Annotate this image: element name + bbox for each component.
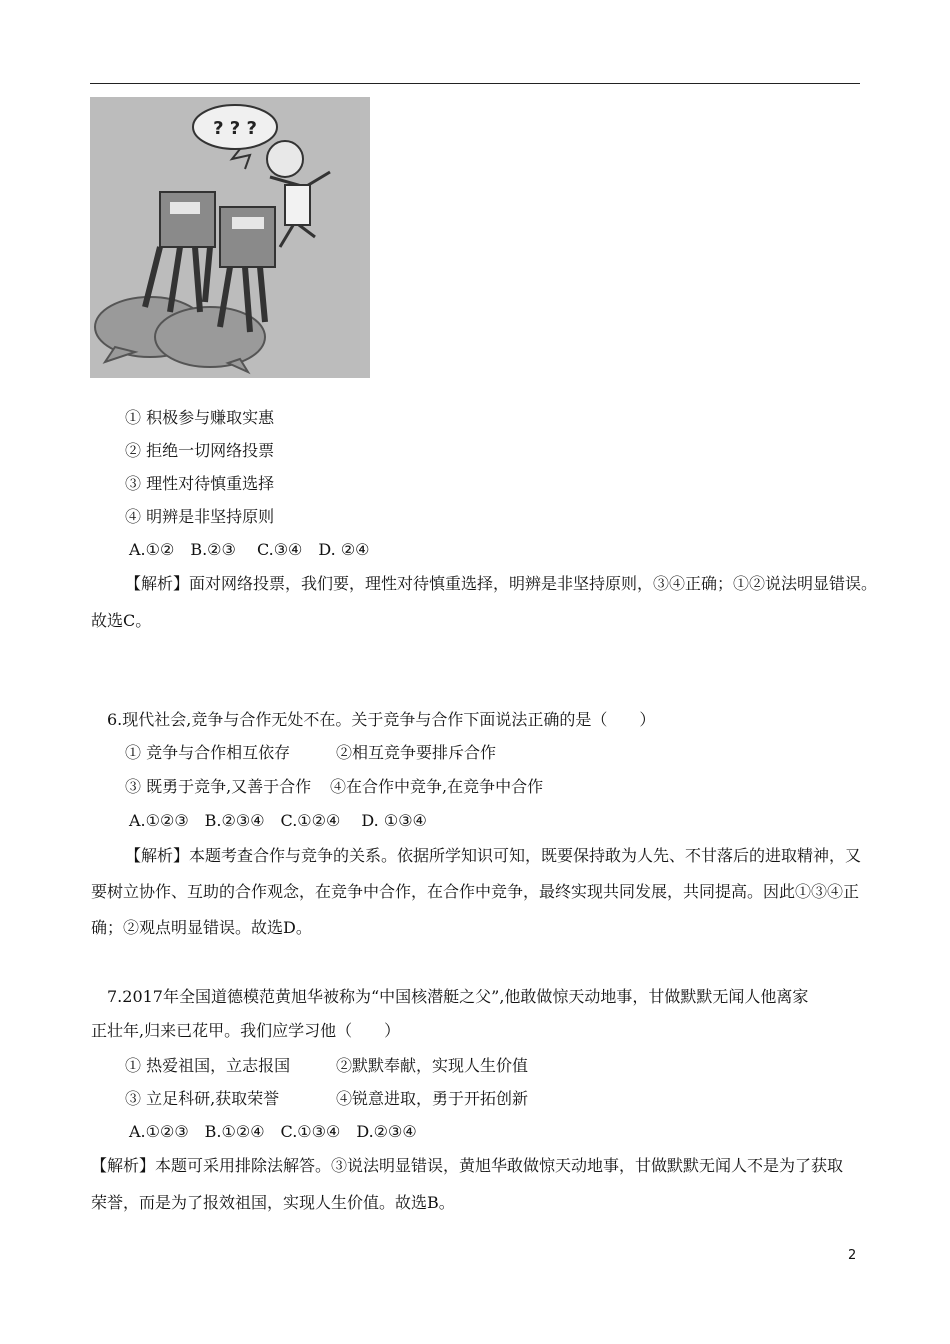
q7-analysis-line-1: 【解析】本题可采用排除法解答。③说法明显错误，黄旭华敢做惊天动地事，甘做默默无闻人不是为了获取 bbox=[91, 1156, 844, 1175]
q7-choices: A.①②③ B.①②④ C.①③④ D.②③④ bbox=[129, 1122, 417, 1141]
q6-choices: A.①②③ B.②③④ C.①②④ D. ①③④ bbox=[129, 811, 427, 830]
q7-analysis-line-2: 荣誉，而是为了报效祖国，实现人生价值。故选B。 bbox=[91, 1193, 455, 1212]
q5-option-1: ① 积极参与赚取实惠 bbox=[125, 408, 275, 427]
header-rule bbox=[90, 83, 860, 84]
q6-option-3: ③ 既勇于竞争,又善于合作 bbox=[125, 777, 312, 796]
q6-option-4: ④在合作中竞争,在竞争中合作 bbox=[330, 777, 544, 796]
q5-option-3: ③ 理性对待慎重选择 bbox=[125, 474, 275, 493]
q5-analysis-line-1: 【解析】面对网络投票，我们要，理性对待慎重选择，明辨是非坚持原则，③④正确；①②说法明显错误。 bbox=[125, 574, 878, 593]
q5-option-4: ④ 明辨是非坚持原则 bbox=[125, 507, 275, 526]
q7-stem-line-1: 7.2017年全国道德模范黄旭华被称为“中国核潜艇之父”,他敢做惊天动地事，甘做默默无闻人他离家 bbox=[107, 987, 809, 1006]
cartoon-illustration bbox=[90, 97, 370, 378]
page-number: 2 bbox=[848, 1248, 857, 1263]
q7-option-4: ④锐意进取，勇于开拓创新 bbox=[336, 1089, 529, 1108]
q6-analysis-line-1: 【解析】本题考查合作与竞争的关系。依据所学知识可知，既要保持敢为人先、不甘落后的进取精神，又 bbox=[125, 846, 862, 865]
q5-analysis-line-2: 故选C。 bbox=[91, 611, 152, 630]
q5-choices: A.①② B.②③ C.③④ D. ②④ bbox=[129, 540, 370, 559]
q5-option-2: ② 拒绝一切网络投票 bbox=[125, 441, 275, 460]
cartoon-figure bbox=[90, 97, 370, 378]
q7-option-2: ②默默奉献，实现人生价值 bbox=[336, 1056, 529, 1075]
q6-option-1: ① 竞争与合作相互依存 bbox=[125, 743, 291, 762]
q6-analysis-line-3: 确；②观点明显错误。故选D。 bbox=[91, 918, 312, 937]
q7-stem-line-2: 正壮年,归来已花甲。我们应学习他（ ） bbox=[91, 1021, 401, 1040]
q7-option-1: ① 热爱祖国，立志报国 bbox=[125, 1056, 291, 1075]
bubble-text: ? ? ? bbox=[213, 118, 257, 139]
q7-option-3: ③ 立足科研,获取荣誉 bbox=[125, 1089, 280, 1108]
q6-option-2: ②相互竞争要排斥合作 bbox=[336, 743, 497, 762]
q6-analysis-line-2: 要树立协作、互助的合作观念，在竞争中合作，在合作中竞争，最终实现共同发展，共同提高。因此①③④正 bbox=[91, 882, 860, 901]
q6-stem: 6.现代社会,竞争与合作无处不在。关于竞争与合作下面说法正确的是（ ） bbox=[107, 710, 656, 729]
